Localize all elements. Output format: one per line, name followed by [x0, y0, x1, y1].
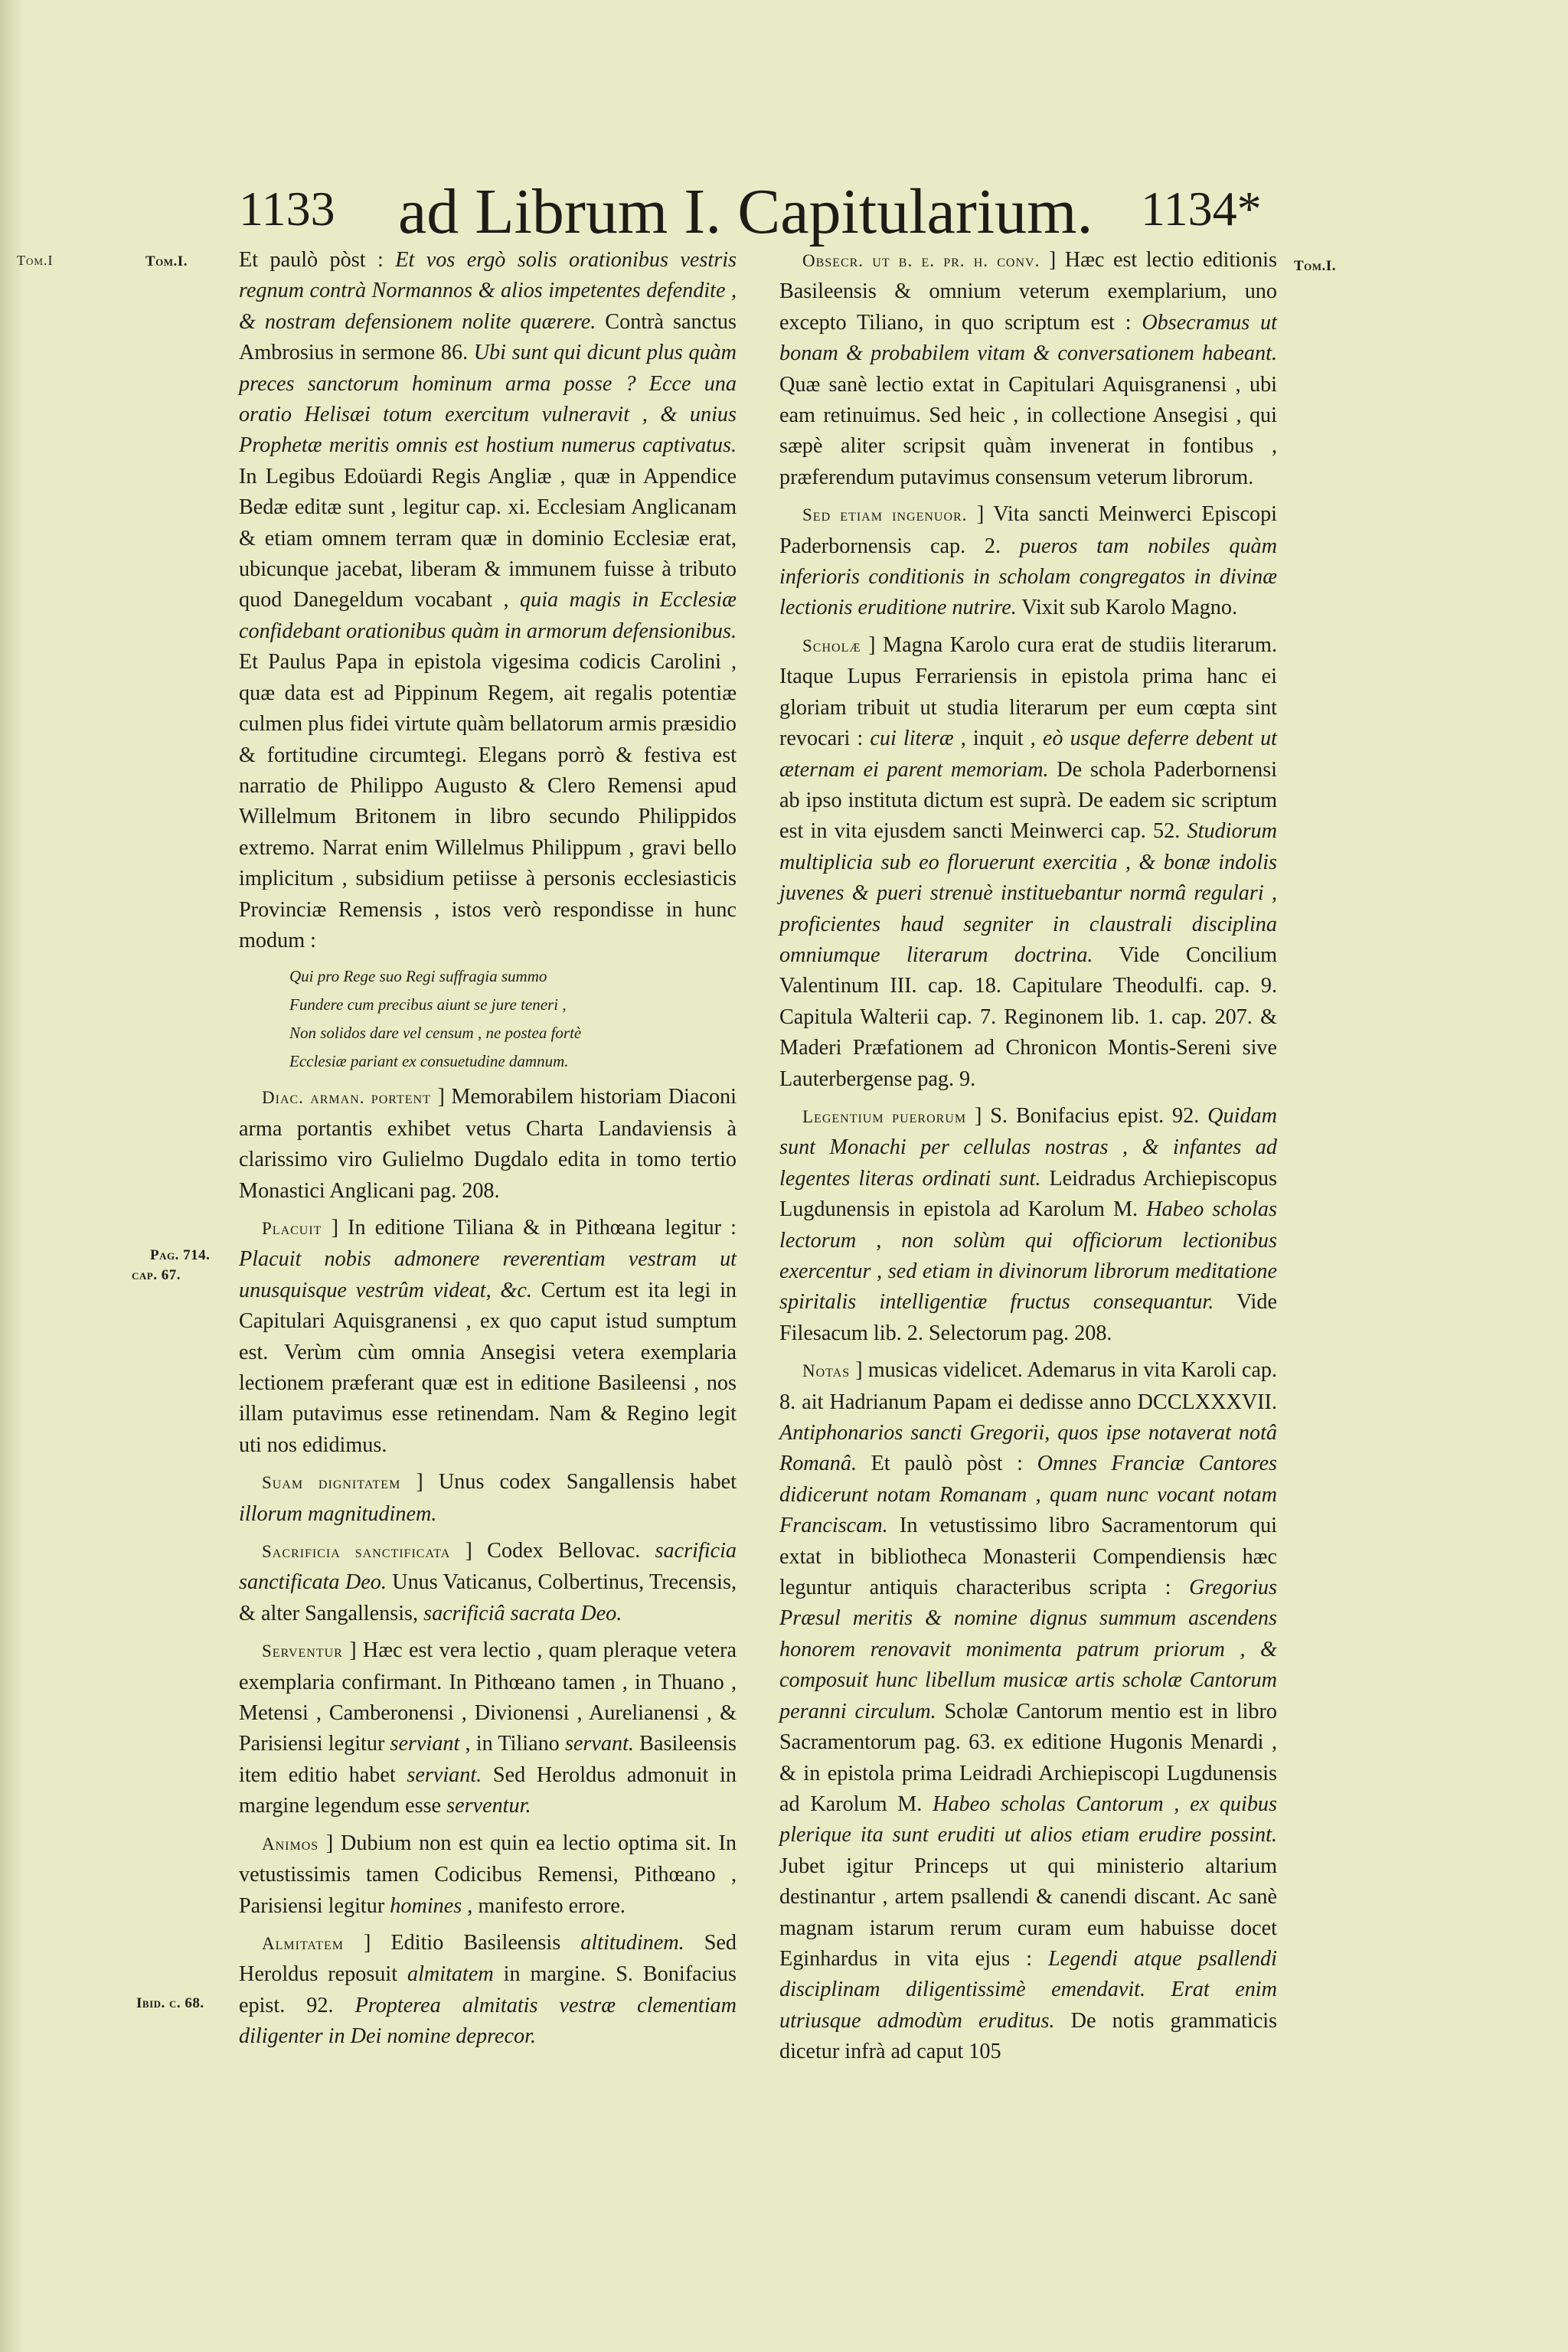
note-sacrificia	[239, 1536, 737, 1629]
note-sed-etiam	[779, 499, 1277, 624]
right-column	[779, 245, 1277, 2074]
quote-italic: sacrificiâ sacrata Deo.	[423, 1601, 622, 1625]
quote-italic: almitatem	[407, 1962, 494, 1987]
right-page-number: 1134*	[1141, 181, 1262, 236]
text: ] Unus codex Sangallensis habet	[400, 1470, 737, 1494]
lemma: Placuit	[262, 1218, 322, 1238]
lemma: Serventur	[262, 1642, 343, 1661]
lemma: Sed etiam ingenuor.	[802, 505, 968, 525]
note-diac-arman	[239, 1082, 737, 1207]
quote-italic: Propterea almitatis vestræ clementiam diligenter in Dei nomine deprecor.	[239, 1993, 737, 2049]
verse-line: Fundere cum precibus aiunt se jure teneri ,	[289, 995, 567, 1014]
note-almitatem	[239, 1928, 737, 2053]
lemma: Notas	[802, 1361, 851, 1381]
verse-line: Qui pro Rege suo Regi suffragia summo	[289, 967, 547, 986]
text: De notis grammaticis dicetur infrà ad caput 105	[779, 2008, 1278, 2064]
quote-italic: Studiorum multiplicia sub eo floruerunt exercitia , & bonæ indolis juvenes & pueri strenuè instituebantur normâ regulari , proficientes haud segniter in claustrali disciplina omniumque literarum doctrina.	[779, 819, 1277, 967]
quote-italic: homines	[390, 1893, 462, 1918]
text: Leidradus Archiepiscopus Lugdunensis in epistola ad Karolum M.	[779, 1166, 1278, 1222]
quote-italic: serviant	[390, 1732, 460, 1756]
quote-italic: pueros tam nobiles quàm inferioris conditionis in scholam congregatos in divinæ lectionis eruditione nutrire.	[779, 534, 1277, 620]
note-legentium	[779, 1101, 1277, 1349]
note-animos	[239, 1828, 737, 1922]
lemma: Diac. arman. portent	[262, 1088, 431, 1108]
edge-margin-note: Tom.I	[17, 253, 54, 268]
text: ] In editione Tiliana & in Pithœana legitur :	[322, 1215, 737, 1240]
quote-italic: eò usque deferre debent ut æternam ei parent memoriam.	[779, 727, 1277, 782]
margin-ibid-ref: Ibid. c. 68.	[136, 1995, 204, 2011]
lemma: Almitatem	[262, 1933, 344, 1953]
text: Sed Heroldus reposuit	[239, 1930, 737, 1987]
text: ] Magna Karolo cura erat de studiis literarum. Itaque Lupus Ferrariensis in epistola prima hanc ei gloriam tribuit ut studia literarum per eum cœpta sint revocari :	[779, 632, 1277, 751]
note-suam-dignitatem	[239, 1467, 737, 1530]
quote-italic: Gregorius Præsul meritis & nomine dignus summum ascendens honorem renovavit monimenta patrum priorum , & composuit hunc libellum musicæ artis scholæ Cantorum peranni circulum.	[779, 1576, 1277, 1723]
text: , manifesto errore.	[462, 1893, 626, 1918]
quote-italic: Quidam sunt Monachi per cellulas nostras , & infantes ad legentes literas ordinati sunt.	[779, 1103, 1277, 1191]
quote-italic: sacrificia sanctificata Deo.	[239, 1539, 737, 1595]
right-margin-tom: Tom.I.	[1294, 258, 1336, 274]
text: ] Hæc est vera lectio , quam pleraque vetera exemplaria confirmant. In Pithœano tamen , in Thuano , Metensi , Camberonensi , Divionensi , Aurelianensi , & Parisiensi legitur	[239, 1638, 737, 1756]
text: ] musicas videlicet. Ademarus in vita Karoli cap. 8. ait Hadrianum Papam ei dedisse anno DCCLXXXVII.	[779, 1358, 1277, 1414]
text: , inquit ,	[953, 727, 1043, 751]
note-obsecr	[779, 245, 1277, 493]
text: Sed Heroldus admonuit in margine legendum esse	[239, 1762, 737, 1818]
quote-italic: Antiphonarios sancti Gregorii, quos ipse notaverat notâ Romanâ.	[779, 1421, 1277, 1476]
text: Contrà sanctus Ambrosius in sermone 86.	[239, 309, 737, 365]
page-header	[230, 175, 1271, 247]
left-column	[239, 245, 737, 2059]
quote-italic: altitudinem.	[580, 1930, 684, 1955]
lemma: Sacrificia sanctificata	[262, 1542, 451, 1562]
quote-italic: Placuit nobis admonere reverentiam vestram ut unusquisque vestrûm videat, &c.	[239, 1247, 737, 1302]
text: Basileensis item editio habet	[239, 1732, 737, 1787]
text: Et Paulus Papa in epistola vigesima codicis Carolini , quæ data est ad Pippinum Regem, ait regalis potentiæ culmen plus fidei virtute quàm bellatorum armis præsidio & fortitudine circumtegi. Elegans porrò & festiva est narratio de Philippo Augusto & Clero Remensi apud Willelmum Britonem in libro secundo Philippidos extremo. Narrat enim Willelmus Philippum , gravi bello implicitum , subsidium petiisse à personis ecclesiasticis Provinciæ Remensis , istos verò respondisse in hunc modum :	[239, 650, 737, 952]
quote-italic: Omnes Franciæ Cantores didicerunt notam Romanam , quam nunc vocant notam Franciscam.	[779, 1452, 1277, 1538]
lemma: Legentium puerorum	[802, 1106, 967, 1126]
text: ] Editio Basileensis	[344, 1930, 581, 1955]
quote-italic: serventur.	[446, 1794, 531, 1818]
note-notas	[779, 1355, 1277, 2067]
text: In vetustissimo libro Sacramentorum qui extat in bibliotheca Monasterii Compendiensis hæc leguntur antiquis characteribus scripta :	[779, 1514, 1277, 1600]
text: in margine. S. Bonifacius epist. 92.	[239, 1962, 737, 2017]
left-margin-tom: Tom.I.	[145, 253, 188, 270]
quote-italic: Ubi sunt qui dicunt plus quàm preces sanctorum hominum arma posse ? Ecce una oratio Helisæi totum exercitum vulneravit , & unius Prophetæ meritis omnis est hostium numerus captivatus.	[239, 341, 737, 458]
quote-italic: Legendi atque psallendi disciplinam diligentissimè emendavit. Erat enim utriusque admodùm eruditus.	[779, 1946, 1277, 2033]
margin-pag-ref: Pag. 714.	[150, 1247, 211, 1263]
text: , in Tiliano	[459, 1732, 565, 1756]
quote-italic: Habeo scholas lectorum , non solùm qui officiorum lectionibus exercentur , sed etiam in divinorum librorum meditatione spiritalis intelligentiæ fructus consequantur.	[779, 1197, 1277, 1315]
quote-italic: Obsecramus ut bonam & probabilem vitam & conversationem habeant.	[779, 310, 1277, 366]
text: Certum est ita legi in Capitulari Aquisgranensi , ex quo caput istud sumptum est. Verùm cùm omnia Ansegisi vetera exemplaria lectionem præferant quæ est in editione Basileensi , nos illam putavimus esse retinendam. Nam & Regino legit uti nos edidimus.	[239, 1278, 737, 1457]
text: Vide Concilium Valentinum III. cap. 18. Capitulare Theodulfi. cap. 9. Capitula Walterii cap. 7. Reginonem lib. 1. cap. 207. & Maderi Præfationem ad Chronicon Montis-Sereni sive Lauterbergense pag. 9.	[779, 942, 1277, 1091]
quote-italic: Habeo scholas Cantorum , ex quibus plerique ita sunt eruditi ut alios etiam erudire possint.	[779, 1792, 1277, 1847]
text: Quæ sanè lectio extat in Capitulari Aquisgranensi , ubi eam retinuimus. Sed heic , in collectione Ansegisi , qui sæpè aliter scripsit quàm invenerat in fontibus , præferendum putavimus consensum veterum librorum.	[779, 372, 1277, 489]
lemma: Animos	[262, 1834, 319, 1854]
lemma: Scholæ	[802, 635, 861, 655]
text: In Legibus Edoüardi Regis Angliæ , quæ in Appendice Bedæ editæ sunt , legitur cap. xi. Ecclesiam Anglicanam & etiam omnem terram quæ in dominio Ecclesiæ erat, ubicunque jacebat, liberam & immunem fuisse à tributo quod Danegeldum vocabant ,	[239, 464, 737, 612]
quote-italic: servant.	[564, 1732, 634, 1756]
text: Scholæ Cantorum mentio est in libro Sacramentorum pag. 63. ex editione Hugonis Menardi , & in epistola prima Leidradi Archiepiscopi Lugdunensis ad Karolum M.	[779, 1699, 1277, 1816]
margin-cap-ref: cap. 67.	[132, 1267, 181, 1283]
text: Et paulò pòst :	[857, 1452, 1037, 1476]
note-scholae	[779, 630, 1277, 1095]
text: Jubet igitur Princeps ut qui ministerio altarium destinantur , artem psallendi & canendi discant. Ac sanè magnam istarum rerum curam eum habuisse docet Eginhardus in vita ejus :	[779, 1854, 1277, 1971]
quote-italic: cui literæ	[870, 727, 954, 751]
lemma: Obsecr. ut b. e. pr. h. conv.	[802, 251, 1040, 270]
text: De schola Paderbornensi ab ipso instituta dictum est suprà. De eadem sic scriptum est in vita ejusdem sancti Meinwerci cap. 52.	[779, 757, 1277, 844]
page-title: ad Librum I. Capitularium.	[398, 176, 1093, 247]
lemma: Suam dignitatem	[262, 1473, 401, 1493]
book-gutter	[0, 0, 23, 2352]
text: Et paulò pòst :	[239, 248, 396, 272]
verse-line: Non solidos dare vel censum , ne postea fortè	[289, 1024, 582, 1043]
text: Unus Vaticanus, Colbertinus, Trecensis, & alter Sangallensis,	[239, 1570, 737, 1625]
verse-quotation	[289, 962, 737, 1076]
quote-italic: illorum magnitudinem.	[239, 1501, 437, 1526]
note-serventur	[239, 1635, 737, 1821]
text: Vixit sub Karolo Magno.	[1016, 596, 1238, 620]
quote-italic: serviant.	[407, 1762, 482, 1787]
text: ] Codex Bellovac.	[450, 1539, 655, 1563]
text: ] Memorabilem historiam Diaconi arma portantis exhibet vetus Charta Landaviensis à clarissimo viro Gulielmo Dugdalo edita in tomo tertio Monastici Anglicani pag. 208.	[239, 1085, 737, 1203]
note-placuit	[239, 1213, 737, 1461]
text: Vide Filesacum lib. 2. Selectorum pag. 208.	[779, 1290, 1277, 1345]
left-page-number: 1133	[239, 181, 335, 236]
text: ] Hæc est lectio editionis Basileensis & omnium veterum exemplarium, uno excepto Tiliano, in quo scriptum est :	[779, 248, 1277, 335]
quote-italic: quia magis in Ecclesiæ confidebant orationibus quàm in armorum defensionibus.	[239, 588, 737, 643]
verse-line: Ecclesiæ pariant ex consuetudine damnum.	[289, 1052, 569, 1071]
text: ] Dubium non est quin ea lectio optima sit. In vetustissimis tamen Codicibus Remensi, Pithœano , Parisiensi legitur	[239, 1831, 737, 1918]
text: ] Vita sancti Meinwerci Episcopi Paderbornensis cap. 2.	[779, 502, 1278, 558]
quote-italic: Et vos ergò solis orationibus vestris regnum contrà Normannos & alios impetentes defendite , & nostram defensionem nolite quærere.	[239, 248, 737, 334]
paragraph-oratio	[239, 245, 737, 956]
text: ] S. Bonifacius epist. 92.	[966, 1103, 1208, 1128]
